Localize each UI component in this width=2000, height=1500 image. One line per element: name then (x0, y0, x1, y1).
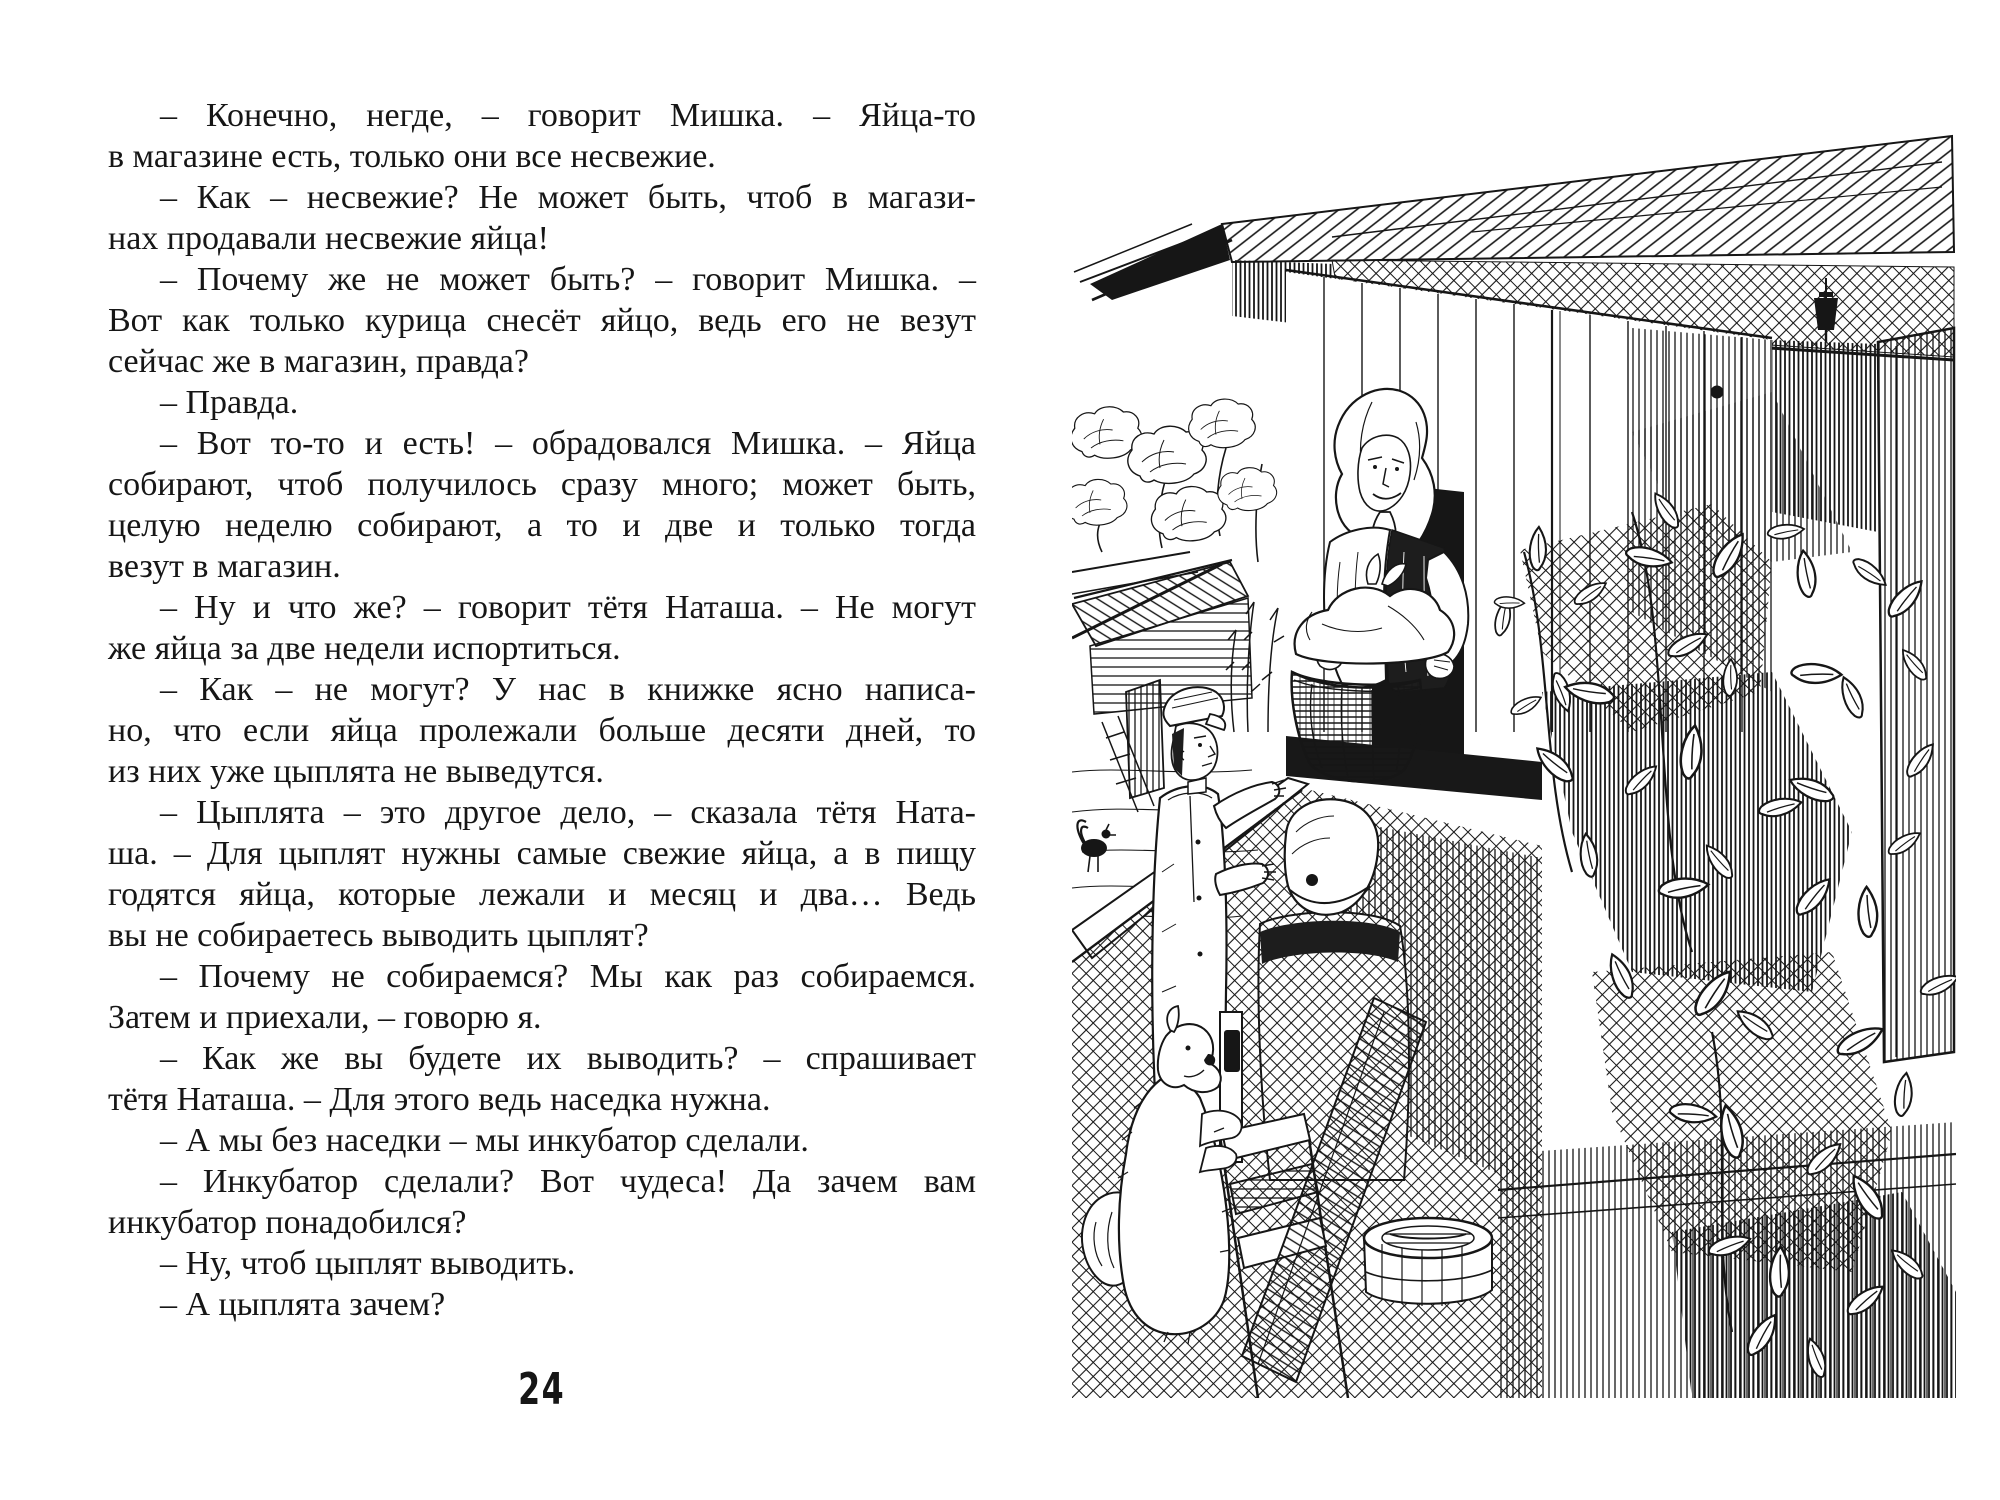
text-line: – Как – несвежие? Не может быть, чтоб в магази- (160, 179, 976, 216)
text-line: целую неделю собирают, а то и две и только тогда (108, 507, 976, 544)
text-line: везут в магазин. (108, 548, 341, 585)
text-line: – Правда. (160, 384, 299, 421)
text-line: Затем и приехали, – говорю я. (108, 999, 542, 1036)
text-line: – Ну и что же? – говорит тётя Наташа. – Не могут (160, 589, 976, 626)
text-line: – А цыплята зачем? (160, 1286, 446, 1323)
text-line: нах продавали несвежие яйца! (108, 220, 549, 257)
open-door (1878, 328, 1954, 1062)
text-line: годятся яйца, которые лежали и месяц и два… Ведь (108, 876, 976, 913)
porch-scene-illustration (1072, 132, 1956, 1398)
text-line: – Как же вы будете их выводить? – спрашивает (160, 1040, 976, 1077)
page-number-value: 24 (518, 1364, 566, 1415)
text-line: – Почему же не может быть? – говорит Мишка. – (160, 261, 976, 298)
text-line: – Цыплята – это другое дело, – сказала тётя Ната- (160, 794, 976, 831)
wicker-basket (1292, 672, 1422, 781)
story-text (108, 95, 976, 1325)
log-barn (1072, 560, 1252, 812)
text-line: Вот как только курица снесёт яйцо, ведь его не везут (108, 302, 976, 339)
text-line: – Почему не собираемся? Мы как раз собираемся. (160, 958, 976, 995)
text-line: – А мы без наседки – мы инкубатор сделали. (160, 1122, 809, 1159)
text-line: – Инкубатор сделали? Вот чудеса! Да зачем вам (160, 1163, 976, 1200)
text-line: ша. – Для цыплят нужны самые свежие яйца, а в пищу (108, 835, 976, 872)
text-line: в магазине есть, только они все несвежие. (108, 138, 716, 175)
text-line: – Конечно, негде, – говорит Мишка. – Яйца-то (160, 97, 976, 134)
page-number (108, 1364, 976, 1415)
text-line: – Вот то-то и есть! – обрадовался Мишка. – Яйца (160, 425, 976, 462)
text-line: но, что если яйца пролежали больше десяти дней, то (108, 712, 976, 749)
text-line: из них уже цыплята не выведутся. (108, 753, 604, 790)
text-line: инкубатор понадобился? (108, 1204, 467, 1241)
rooster (1077, 820, 1116, 872)
text-line: сейчас же в магазин, правда? (108, 343, 529, 380)
round-tub (1364, 1218, 1492, 1306)
text-line: – Ну, чтоб цыплят выводить. (160, 1245, 576, 1282)
text-line: собирают, чтоб получилось сразу много; может быть, (108, 466, 976, 503)
text-line: же яйца за две недели испортиться. (108, 630, 621, 667)
illustration (1072, 132, 1956, 1398)
text-line: вы не собираетесь выводить цыплят? (108, 917, 649, 954)
text-line: тётя Наташа. – Для этого ведь наседка нужна. (108, 1081, 771, 1118)
text-line: – Как – не могут? У нас в книжке ясно написа- (160, 671, 976, 708)
